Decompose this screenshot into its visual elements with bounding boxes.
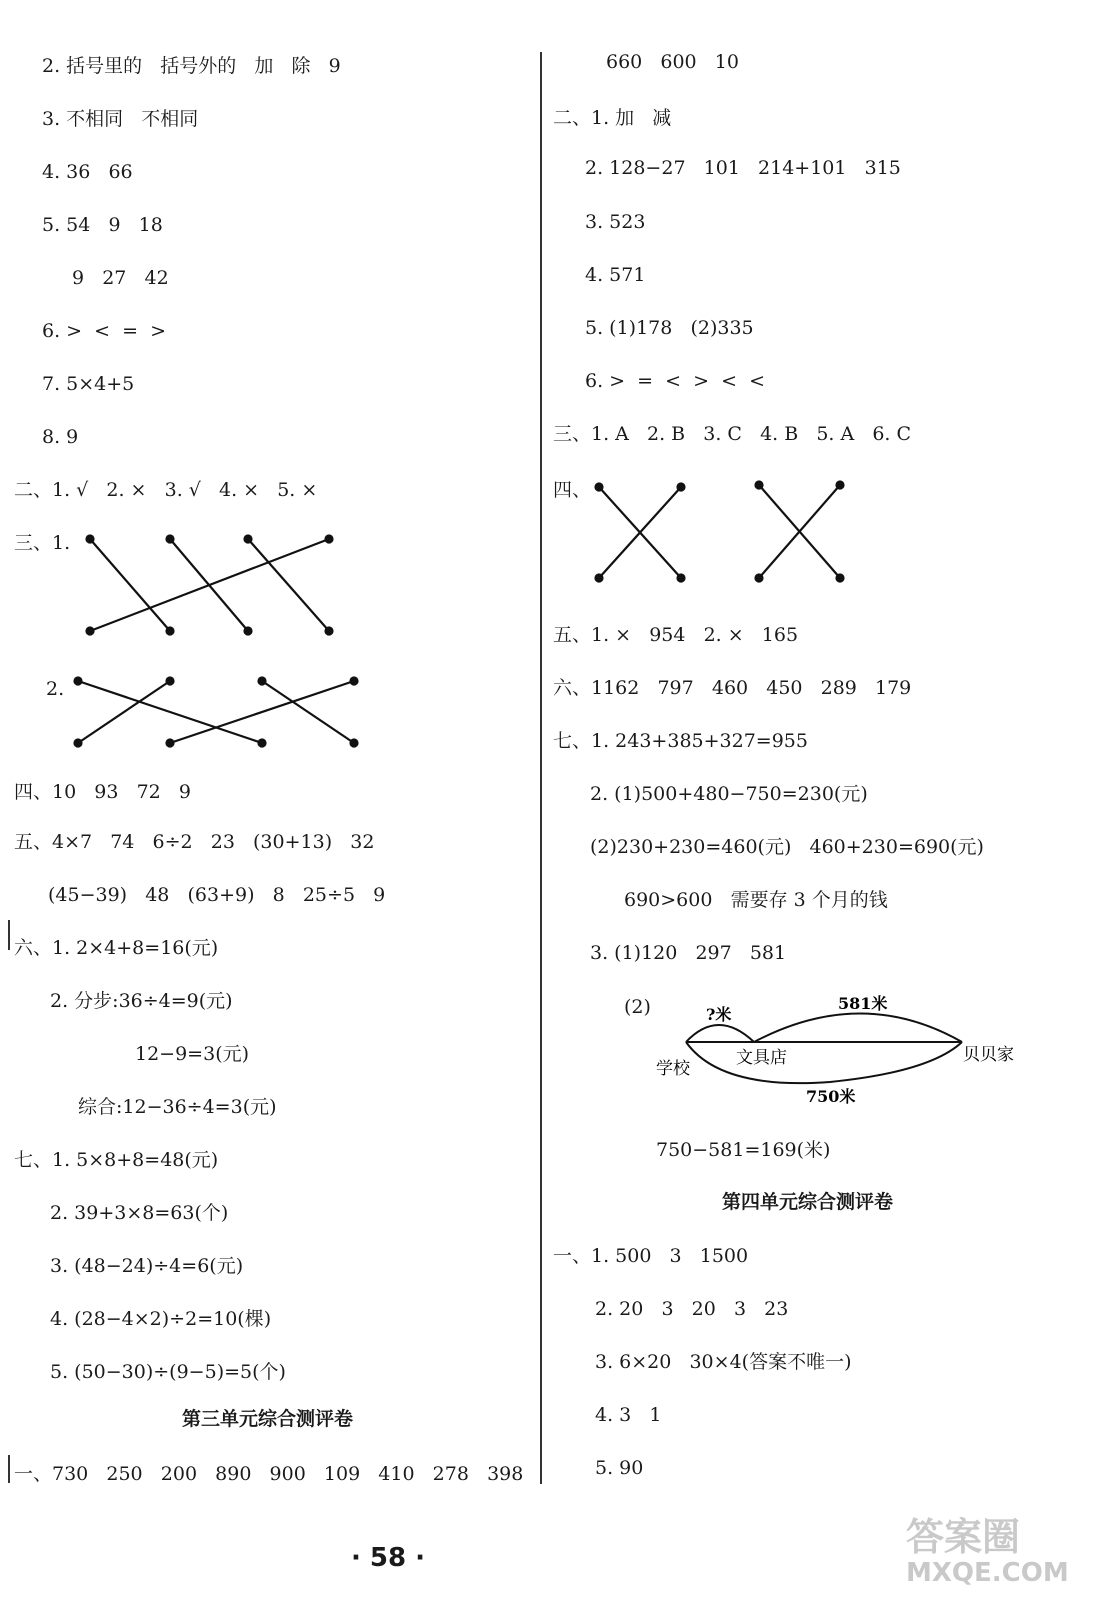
left-answer-line: 3. 不相同 不相同 [42, 108, 199, 130]
right-answer-line: 660 600 10 [606, 51, 739, 73]
left-answer-line: 4. 36 66 [42, 161, 133, 183]
left-answer-line: 2. 39+3×8=63(个) [50, 1202, 229, 1224]
right-section-heading: 第四单元综合测评卷 [722, 1191, 894, 1213]
left-answer-line: 二、1. √ 2. × 3. √ 4. × 5. × [14, 479, 318, 501]
right-answer-line: 3. 523 [585, 211, 646, 233]
left-answer-line: 12−9=3(元) [135, 1043, 250, 1065]
diagram-unknown-label: ?米 [706, 1005, 732, 1024]
diagram-school-label: 学校 [656, 1059, 690, 1079]
left-answer-line: 五、4×7 74 6÷2 23 (30+13) 32 [14, 831, 375, 853]
page-number: · 58 · [351, 1543, 426, 1573]
left-answer-line: 七、1. 5×8+8=48(元) [14, 1149, 219, 1171]
left-answer-line: 四、10 93 72 9 [14, 781, 191, 803]
right-answer-line: 二、1. 加 减 [553, 107, 672, 129]
right-answer-line: 690>600 需要存 3 个月的钱 [624, 889, 888, 911]
right-answer-line: 3. (1)120 297 581 [590, 942, 787, 964]
left-answer-line: 3. (48−24)÷4=6(元) [50, 1255, 244, 1277]
right-answer-line: 2. 20 3 20 3 23 [595, 1298, 789, 1320]
right-answer-line: 三、1. A 2. B 3. C 4. B 5. A 6. C [553, 423, 912, 445]
right-answer-line: 3. 6×20 30×4(答案不唯一) [595, 1351, 852, 1373]
diagram-top-distance: 581米 [838, 994, 888, 1013]
left-answer-line: 一、730 250 200 890 900 109 410 278 398 [14, 1463, 524, 1485]
diagram-home-label: 贝贝家 [963, 1045, 1014, 1065]
left-answer-line: 9 27 42 [72, 267, 169, 289]
right-answer-line: 5. 90 [595, 1457, 644, 1479]
watermark-logo: 答案圈 [906, 1515, 1021, 1559]
left-answer-line: 2. 括号里的 括号外的 加 除 9 [42, 55, 341, 77]
right-answer-line: 5. (1)178 (2)335 [585, 317, 754, 339]
diagram-bottom-distance: 750米 [806, 1087, 856, 1106]
diagram-store-label: 文具店 [736, 1048, 787, 1068]
right-answer-line: 6. > = < > < < [585, 370, 766, 392]
right-answer-line: 四、 [553, 479, 592, 501]
right-answer-line: 2. 128−27 101 214+101 315 [585, 157, 901, 179]
left-answer-line: 4. (28−4×2)÷2=10(棵) [50, 1308, 272, 1330]
right-answer-line: 六、1162 797 460 450 289 179 [553, 677, 912, 699]
left-answer-line: 三、1. [14, 532, 71, 554]
right-answer-line: 2. (1)500+480−750=230(元) [590, 783, 868, 805]
left-answer-line: (45−39) 48 (63+9) 8 25÷5 9 [48, 884, 386, 906]
right-answer-line: (2) [624, 996, 651, 1018]
left-answer-line: 7. 5×4+5 [42, 373, 135, 395]
left-section-heading: 第三单元综合测评卷 [182, 1408, 354, 1430]
left-answer-line: 5. 54 9 18 [42, 214, 163, 236]
left-answer-line: 六、1. 2×4+8=16(元) [14, 937, 219, 959]
left-answer-line: 2. [46, 678, 65, 700]
right-answer-line: 七、1. 243+385+327=955 [553, 730, 808, 752]
right-answer-line: 750−581=169(米) [656, 1139, 831, 1161]
left-answer-line: 8. 9 [42, 426, 79, 448]
left-answer-line: 2. 分步:36÷4=9(元) [50, 990, 233, 1012]
left-answer-line: 5. (50−30)÷(9−5)=5(个) [50, 1361, 286, 1383]
left-answer-line: 6. > < = > [42, 320, 167, 342]
right-answer-line: (2)230+230=460(元) 460+230=690(元) [590, 836, 984, 858]
right-answer-line: 五、1. × 954 2. × 165 [553, 624, 799, 646]
right-answer-line: 一、1. 500 3 1500 [553, 1245, 749, 1267]
right-answer-line: 4. 571 [585, 264, 646, 286]
watermark-url: MXQE.COM [906, 1558, 1069, 1588]
left-answer-line: 综合:12−36÷4=3(元) [78, 1096, 277, 1118]
right-answer-line: 4. 3 1 [595, 1404, 662, 1426]
